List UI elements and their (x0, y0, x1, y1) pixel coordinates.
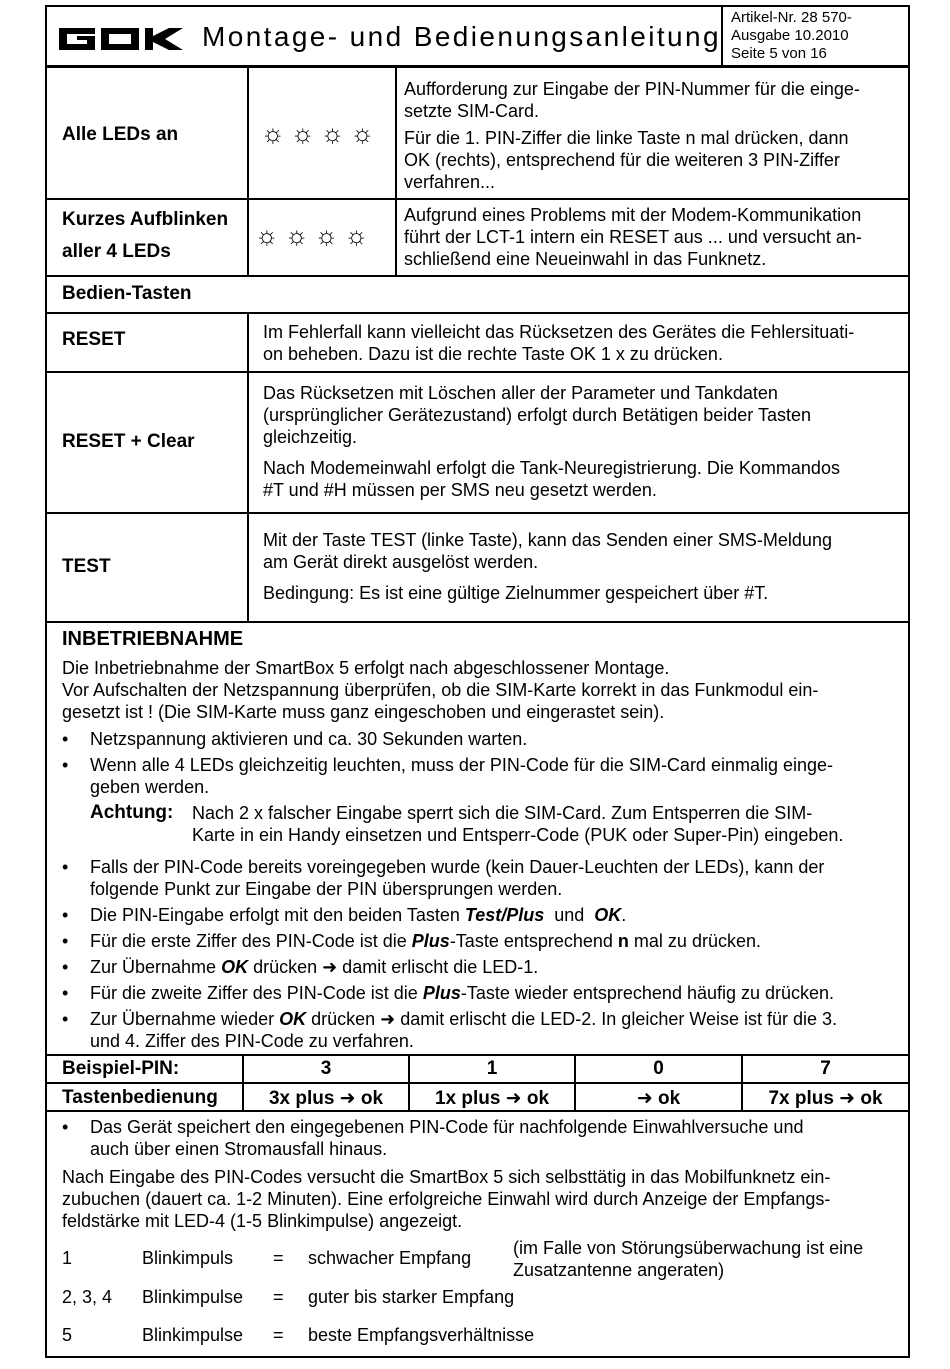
bullet-icon: • (62, 1009, 69, 1029)
list-item: • Falls der PIN-Code bereits voreingegeben wurde (kein Dauer-Leuchten der LEDs), kann der folgende Punkt zur Eingabe der PIN übersprungen werden. (62, 857, 825, 899)
reception-meaning: schwacher Empfang (308, 1248, 472, 1268)
divider (47, 198, 908, 200)
led-blink-icons: ☼☼☼☼ (255, 220, 375, 250)
bullet-icon: • (62, 729, 69, 749)
bullet-icon: • (62, 755, 69, 775)
divider (47, 312, 908, 314)
document-meta (721, 7, 908, 65)
page-header (47, 7, 908, 68)
gok-logo (57, 26, 185, 52)
blink-count: 1 (62, 1248, 73, 1268)
pin-digit: 7 (820, 1058, 831, 1079)
pin-digit: 1 (486, 1058, 498, 1079)
button-description: Im Fehlerfall kann vielleicht das Rücksetzen des Gerätes die Fehlersituati- on beheben. Dazu ist die rechte Taste OK 1 x zu drücken. (263, 322, 855, 364)
warning-label: Achtung: (90, 802, 174, 823)
blink-count: 2, 3, 4 (62, 1287, 113, 1307)
blink-word: Blinkimpuls (142, 1248, 234, 1268)
manual-page: Montage- und Bedienungsanleitung Artikel-Nr. 28 570- Ausgabe 10.2010 Seite 5 von 16 Alle LEDs an ☼☼☼☼ Aufforderung zur Eingabe der PIN-Nummer für die einge- setzte SIM-Card. Für die 1. PIN-Ziffer die linke Taste n mal drücken, dann OK (rechts), entsprechend für die weiteren 3 PIN-Ziffer verfahren... Kurzes Aufblinken aller 4 LEDs ☼☼☼☼ Aufgrund eines Problems mit der Modem-Kommunikation führt der LCT-1 intern ein RESET aus ... und versucht an- schließend eine Neueinwahl in das Funknetz. Bedien-Tasten RESET Im Fehlerfall kann vielleicht das Rücksetzen des Gerätes die Fehlersituati- on beheben. Dazu ist die rechte Taste OK 1 x zu drücken. RESET + Clear Das Rücksetzen mit Löschen aller der Parameter und Tankdaten (ursprünglicher Gerätezustand) erfolgt durch Betätigen beider Tasten gleichzeitig. Nach Modemeinwahl erfolgt die Tank-Neuregistrierung. Die Kommandos #T und #H müssen per SMS neu gesetzt werden. TEST Mit der Taste TEST (linke Taste), kann das Senden einer SMS-Meldung am Gerät direkt ausgelöst werden. Bedingung: Es ist eine gültige Zielnummer gespeichert über #T. INBETRIEBNAHME Die Inbetriebnahme der SmartBox 5 erfolgt nach abgeschlossener Montage. Vor Aufschalten der Netzspannung überprüfen, ob die SIM-Karte korrekt in das Funkmodul ein- gesetzt ist ! (Die SIM-Karte muss ganz eingeschoben und eingerastet sein). • Netzspannung aktivieren und ca. 30 Sekunden warten. • Wenn alle 4 LEDs gleichzeitig leuchten, muss der PIN-Code für die SIM-Card einmalig einge- geben werden. Achtung: Nach 2 x falscher Eingabe sperrt sich die SIM-Card. Zum Entsperren die SIM- Karte in ein Handy einsetzen und Entsperr-Code (PUK oder Super-Pin) eingeben. • Falls der PIN-Code bereits voreingegeben wurde (kein Dauer-Leuchten der LEDs), kann der folgende Punkt zur Eingabe der PIN übersprungen werden. • Die PIN-Eingabe erfolgt mit den beiden Tasten Test/Plus und OK. • Für die erste Ziffer des PIN-Code ist die Plus-Taste entsprechend n mal zu drücken. • Zur Übernahme OK drücken ➜ damit erlischt die LED-1. • Für die zweite Ziffer des PIN-Code ist die Plus-Taste wieder entsprechend häufig zu drücken. • Zur Übernahme wieder OK drücken ➜ damit erlischt die LED-2. In gleicher Weise ist für die 3. und 4. Ziffer des PIN-Code zu verfahren. Beispiel-PIN: 3 1 0 7 Tastenbedienung 3x plus ➜ ok 1x plus ➜ ok ➜ ok 7x plus ➜ ok • Das Gerät speichert den eingegebenen PIN-Code für nachfolgende Einwahlversuche und auch über einen Stromausfall hinaus. Nach Eingabe des PIN-Codes versucht die SmartBox 5 sich selbsttätig in das Mobilfunknetz ein- zubuchen (dauert ca. 1-2 Minuten). Eine erfolgreiche Einwahl wird durch Anzeige der Empfangs- feldstärke mit LED-4 (1-5 Blinkimpulse) angezeigt. 1 Blinkimpuls = schwacher Empfang (im Falle von Störungsüberwachung ist eine Zusatzantenne angeraten) 2, 3, 4 Blinkimpulse = guter bis starker Empfang 5 Blinkimpulse = beste Empfangsverhältnisse (45, 5, 910, 1358)
equals-sign: = (273, 1287, 284, 1307)
bullet-icon: • (62, 1117, 69, 1137)
button-description: Mit der Taste TEST (linke Taste), kann das Senden einer SMS-Meldung am Gerät direkt ausgelöst werden. Bedingung: Es ist eine gültige Zielnummer gespeichert über #T. (263, 530, 832, 603)
bullet-icon: • (62, 957, 69, 977)
led-state-label: Kurzes Aufblinken (62, 209, 229, 230)
list-item: • Zur Übernahme wieder OK drücken ➜ damit erlischt die LED-2. In gleicher Weise ist für die 3. und 4. Ziffer des PIN-Code zu verfahren. (62, 1009, 838, 1051)
button-description: Das Rücksetzen mit Löschen aller der Parameter und Tankdaten (ursprünglicher Gerätezustand) erfolgt durch Betätigen beider Tasten gleichzeitig. Nach Modemeinwahl erfolgt die Tank-Neuregistrierung. Die Kommandos #T und #H müssen per SMS neu gesetzt werden. (263, 383, 840, 500)
list-item: • Wenn alle 4 LEDs gleichzeitig leuchten, muss der PIN-Code für die SIM-Card einmalig einge- geben werden. (62, 755, 834, 797)
divider (247, 312, 249, 621)
list-item: • Das Gerät speichert den eingegebenen PIN-Code für nachfolgende Einwahlversuche und auch über einen Stromausfall hinaus. (62, 1117, 804, 1159)
divider (47, 512, 908, 514)
reception-note: (im Falle von Störungsüberwachung ist eine Zusatzantenne angeraten) (513, 1238, 864, 1280)
section-heading: INBETRIEBNAHME (62, 628, 244, 650)
document-title: Montage- und Bedienungsanleitung (202, 21, 721, 52)
article-number: Artikel-Nr. 28 570- (731, 9, 852, 26)
bullet-icon: • (62, 857, 69, 877)
bullet-icon: • (62, 905, 69, 925)
pin-table-header: Beispiel-PIN: (62, 1058, 180, 1079)
pin-digit: 0 (653, 1058, 664, 1079)
page-number: Seite 5 von 16 (731, 45, 827, 62)
led-state-label: aller 4 LEDs (62, 241, 171, 262)
edition: Ausgabe 10.2010 (731, 27, 849, 44)
key-operation: 1x plus ➜ ok (434, 1088, 550, 1109)
divider (47, 371, 908, 373)
button-label: TEST (62, 556, 111, 577)
button-label: RESET + Clear (62, 431, 195, 452)
key-operation: ➜ ok (636, 1088, 681, 1109)
blink-word: Blinkimpulse (142, 1287, 244, 1307)
bullet-icon: • (62, 931, 69, 951)
bullet-icon: • (62, 983, 69, 1003)
divider (395, 68, 397, 275)
equals-sign: = (273, 1325, 284, 1345)
led-state-description: Aufforderung zur Eingabe der PIN-Nummer für die einge- setzte SIM-Card. Für die 1. PIN-Ziffer die linke Taste n mal drücken, dann OK (rechts), entsprechend für die weiteren 3 PIN-Ziffer verfahren... (404, 79, 860, 192)
led-state-description: Aufgrund eines Problems mit der Modem-Kommunikation führt der LCT-1 intern ein RESET aus ... und versucht an- schließend eine Neueinwahl in das Funknetz. (404, 205, 862, 269)
divider (47, 1082, 908, 1084)
blink-count: 5 (62, 1325, 73, 1345)
reception-meaning: guter bis starker Empfang (308, 1287, 515, 1307)
divider (47, 621, 908, 623)
led-state-label: Alle LEDs an (62, 124, 179, 145)
registration-text: Nach Eingabe des PIN-Codes versucht die SmartBox 5 sich selbsttätig in das Mobilfunknetz ein- zubuchen (dauert ca. 1-2 Minuten). Eine erfolgreiche Einwahl wird durch Anzeige der Empfangs- feldstärke mit LED-4 (1-5 Blinkimpulse) angezeigt. (62, 1167, 831, 1231)
reception-meaning: beste Empfangsverhältnisse (308, 1325, 535, 1345)
intro-text: Die Inbetriebnahme der SmartBox 5 erfolgt nach abgeschlossener Montage. Vor Aufschalten der Netzspannung überprüfen, ob die SIM-Karte korrekt in das Funkmodul ein- gesetzt ist ! (Die SIM-Karte muss ganz eingeschoben und eingerastet sein). (62, 658, 819, 722)
blink-word: Blinkimpulse (142, 1325, 244, 1345)
divider (47, 1054, 908, 1056)
divider (247, 68, 249, 275)
pin-digit: 3 (320, 1058, 332, 1079)
divider (47, 275, 908, 277)
warning-text: Nach 2 x falscher Eingabe sperrt sich die SIM-Card. Zum Entsperren die SIM- Karte in ein Handy einsetzen und Entsperr-Code (PUK oder Super-Pin) eingeben. (192, 803, 844, 845)
key-operation: 3x plus ➜ ok (268, 1088, 384, 1109)
divider (47, 1110, 908, 1112)
equals-sign: = (273, 1248, 284, 1268)
pin-table-header: Tastenbedienung (62, 1087, 218, 1108)
led-lit-icons: ☼☼☼☼ (261, 118, 381, 148)
button-label: RESET (62, 329, 126, 350)
key-operation: 7x plus ➜ ok (768, 1088, 883, 1109)
section-heading: Bedien-Tasten (62, 283, 192, 304)
